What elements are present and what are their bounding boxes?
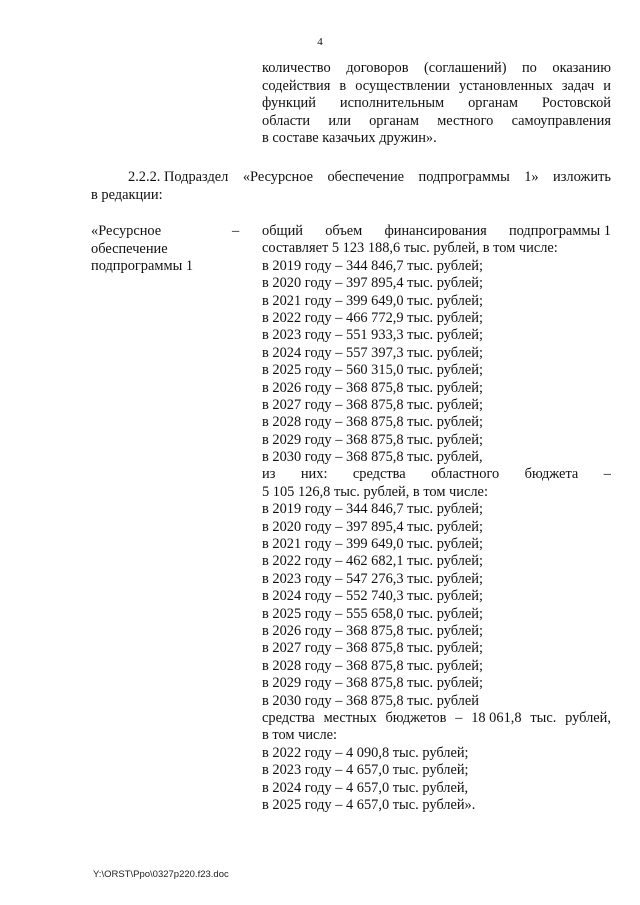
intro-word: содействия (262, 77, 331, 94)
resource-label-line: «Ресурсное (91, 223, 162, 239)
paragraph-word: 1» (524, 169, 539, 185)
paragraph-line-1 (91, 169, 611, 187)
regional-word: средства (352, 466, 406, 483)
intro-word: количество (262, 60, 331, 76)
regional-year-line: в 2028 году – 368 875,8 тыс. рублей; (262, 657, 483, 674)
intro-line-5: в составе казачьих дружин». (262, 130, 437, 147)
intro-word: или (328, 112, 351, 129)
total-word: общий (262, 223, 304, 239)
intro-word: оказанию (552, 60, 611, 76)
total-year-line: в 2030 году – 368 875,8 тыс. рублей, (262, 449, 483, 466)
intro-word: установленных (459, 77, 553, 94)
regional-year-line: в 2021 году – 399 649,0 тыс. рублей; (262, 536, 483, 553)
amendment-paragraph (91, 169, 611, 204)
local-word: местных (323, 709, 377, 726)
intro-word: органам (369, 112, 419, 129)
total-year-line: в 2023 году – 551 933,3 тыс. рублей; (262, 327, 483, 344)
intro-word: (соглашений) (424, 60, 507, 76)
regional-line-1 (262, 466, 611, 483)
regional-year-line: в 2023 году – 547 276,3 тыс. рублей; (262, 570, 483, 587)
intro-word: договоров (346, 60, 409, 76)
total-year-line: в 2020 году – 397 895,4 тыс. рублей; (262, 275, 483, 292)
total-line-1 (262, 223, 611, 240)
paragraph-word: изложить (553, 169, 611, 185)
intro-word: органам (468, 95, 518, 112)
local-word: – (455, 709, 463, 726)
local-word: рублей, (565, 709, 611, 726)
regional-line-2: 5 105 126,8 тыс. рублей, в том числе: (262, 483, 488, 500)
total-word: подпрограммы 1 (508, 223, 611, 239)
total-year-line: в 2025 году – 560 315,0 тыс. рублей; (262, 362, 483, 379)
intro-word: области (262, 112, 311, 129)
intro-word: задач (561, 77, 595, 94)
local-word: 18 061,8 (471, 709, 522, 726)
resource-label-line: обеспечение (91, 240, 168, 257)
page-number: 4 (317, 36, 323, 48)
regional-year-line: в 2026 году – 368 875,8 тыс. рублей; (262, 622, 483, 639)
intro-line-2 (262, 78, 611, 96)
local-word: бюджетов (385, 709, 447, 726)
regional-year-line: в 2020 году – 397 895,4 тыс. рублей; (262, 518, 483, 535)
footer-file-path: Y:\ORST\Ppo\0327p220.f23.doc (93, 869, 229, 880)
regional-word: из (262, 466, 276, 483)
resource-label-line: подпрограммы 1 (91, 258, 194, 275)
total-line-2: составляет 5 123 188,6 тыс. рублей, в том числе: (262, 240, 558, 257)
paragraph-line-2: в редакции: (91, 186, 163, 203)
label-dash: – (232, 223, 240, 239)
regional-word: областного (431, 466, 500, 483)
regional-year-line: в 2030 году – 368 875,8 тыс. рублей (262, 692, 479, 709)
regional-word: – (603, 466, 611, 483)
total-word: объем (325, 223, 363, 239)
regional-year-line: в 2025 году – 555 658,0 тыс. рублей; (262, 605, 483, 622)
local-year-line: в 2023 году – 4 657,0 тыс. рублей; (262, 762, 469, 779)
paragraph-word: обеспечение (327, 169, 405, 185)
regional-word: них: (300, 466, 328, 483)
total-year-line: в 2028 году – 368 875,8 тыс. рублей; (262, 414, 483, 431)
local-year-line: в 2025 году – 4 657,0 тыс. рублей». (262, 796, 476, 813)
regional-year-line: в 2029 году – 368 875,8 тыс. рублей; (262, 675, 483, 692)
local-year-line: в 2024 году – 4 657,0 тыс. рублей, (262, 779, 469, 796)
regional-year-line: в 2019 году – 344 846,7 тыс. рублей; (262, 501, 483, 518)
paragraph-word: подпрограммы (418, 169, 510, 185)
total-year-line: в 2019 году – 344 846,7 тыс. рублей; (262, 257, 483, 274)
regional-year-line: в 2027 году – 368 875,8 тыс. рублей; (262, 640, 483, 657)
paragraph-word: 2.2.2. Подраздел (128, 169, 229, 185)
total-year-line: в 2024 году – 557 397,3 тыс. рублей; (262, 344, 483, 361)
total-year-line: в 2029 году – 368 875,8 тыс. рублей; (262, 431, 483, 448)
paragraph-word: «Ресурсное (242, 169, 314, 185)
intro-word: Ростовской (541, 95, 611, 112)
intro-line-3 (262, 95, 611, 113)
local-line-2: в том числе: (262, 727, 338, 744)
intro-word: осуществлении (355, 77, 450, 94)
regional-word: бюджета (524, 466, 579, 483)
intro-block (262, 60, 611, 148)
intro-word: функций (262, 95, 316, 112)
regional-year-line: в 2022 году – 462 682,1 тыс. рублей; (262, 553, 483, 570)
intro-word: и (603, 77, 611, 94)
local-word: тыс. (530, 709, 557, 726)
intro-word: в (339, 77, 347, 94)
regional-year-line: в 2024 году – 552 740,3 тыс. рублей; (262, 588, 483, 605)
total-word: финансирования (384, 223, 487, 239)
total-year-line: в 2022 году – 466 772,9 тыс. рублей; (262, 309, 483, 326)
total-year-line: в 2026 году – 368 875,8 тыс. рублей; (262, 379, 483, 396)
local-word: средства (262, 709, 315, 726)
local-year-line: в 2022 году – 4 090,8 тыс. рублей; (262, 744, 469, 761)
intro-line-4 (262, 113, 611, 131)
total-year-line: в 2021 году – 399 649,0 тыс. рублей; (262, 292, 483, 309)
intro-line-1 (262, 60, 611, 78)
intro-word: самоуправления (511, 112, 611, 129)
total-year-line: в 2027 году – 368 875,8 тыс. рублей; (262, 396, 483, 413)
local-line-1 (262, 710, 611, 727)
intro-word: исполнительным (339, 95, 445, 112)
intro-word: местного (437, 112, 494, 129)
intro-word: по (521, 60, 537, 76)
financing-block (262, 223, 611, 814)
